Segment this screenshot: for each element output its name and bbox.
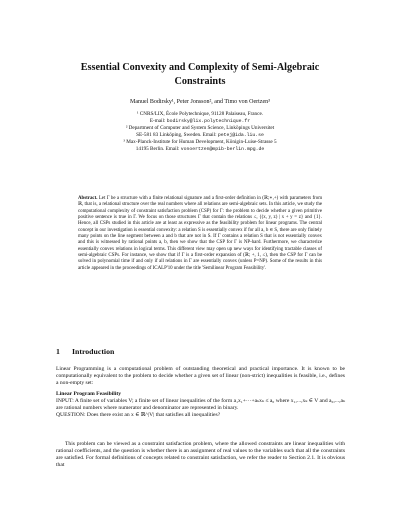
problem-question: QUESTION: Does there exist an x ∈ ℝ^|V| that satisfies all inequalities?	[56, 412, 221, 419]
affiliation-3-address: ³ Max-Planck-Institute for Human Development, Königin-Luise-Strasse 5	[123, 139, 277, 145]
affiliation-1-email-label: E-mail:	[149, 118, 166, 124]
affiliation-3	[60, 139, 340, 153]
problem-definition	[56, 391, 345, 419]
affiliation-list	[60, 111, 340, 153]
paper-title	[40, 61, 360, 88]
abstract	[78, 196, 322, 272]
author-list: Manuel Bodirsky¹, Peter Jonsson², and Timo von Oertzen³	[130, 99, 270, 105]
abstract-text: Let Γ be a structure with a finite relational signature and a first-order definition in (ℝ;∗,+) with parameters from ℝ, that is, a relational structure over the real numbers where all relations are semi-algebraic sets. In this article, we study the computational complexity of constraint satisfaction problem (CSP) for Γ: the problem to decide whether a given primitive positive sentence is true in Γ. We focus on those structures Γ that contain the relations ≤, {(x, y, z) | x + y = z} and {1}. Hence, all CSPs studied in this article are at least as expressive as the feasibility problem for linear programs. The central concept in our investigation is essential convexity: a relation S is essentially convex if for all a, b ∈ S, there are only finitely many points on the line segment between a and b that are not in S. If Γ contains a relation S that is not essentially convex and this is witnessed by rational points a, b, then we show that the CSP for Γ is NP-hard. Furthermore, we characterize essentially convex relations in logical terms. This different view may open up new ways for identifying tractable classes of semi-algebraic CSPs. For instance, we show that if Γ is a first-order expansion of (ℝ; +, 1, ≤), then the CSP for Γ can be solved in polynomial time if and only if all relations in Γ are essentially convex (unless P=NP). Some of the results in this article appeared in the proceedings of ICALP'10 under the title 'Semilinear Program Feasibility'.	[78, 196, 322, 271]
abstract-label: Abstract.	[78, 196, 98, 201]
section-title: Introduction	[72, 347, 115, 356]
affiliation-1-email: bodirsky@lix.polytechnique.fr	[166, 119, 251, 124]
section-heading	[56, 347, 356, 357]
affiliation-2-email-label: SE-581 83 Linköping, Sweden. Email:	[136, 132, 217, 138]
affiliation-2-email: petej@ida.liu.se	[217, 133, 264, 138]
problem-name: Linear Program Feasibility	[56, 391, 122, 397]
paper-title-line-2: Constraints	[174, 75, 226, 87]
paper-title-line-1: Essential Convexity and Complexity of Semi-Algebraic	[80, 62, 320, 73]
affiliation-3-email-label: 14195 Berlin. Email:	[135, 146, 180, 152]
problem-input: INPUT: A finite set of variables V; a finite set of linear inequalities of the form a₁x₁+···+aₖxₖ ≤ a₀ where x₁,...,xₖ ∈ V and a₀,...,aₖ are rational numbers where numerator and denominator are represented in binary.	[56, 398, 345, 412]
section-number: 1	[56, 347, 60, 356]
affiliation-2	[60, 125, 340, 139]
body-paragraph-2: This problem can be viewed as a constraint satisfaction problem, where the allowed constraints are linear inequalities with rational coefficients, and the question is whether there is an assignment of real values to the variables such that all the constraints are satisfied. For formal definitions of concepts related to constraint satisfaction, we refer the reader to Section 2.1. It is obvious that	[56, 441, 345, 469]
intro-paragraph: Linear Programming is a computational problem of outstanding theoretical and practical importance. It is known to be computationally equivalent to the problem to decide whether a given set of linear (non-strict) inequalities is feasible, i.e., defines a non-empty set:	[56, 366, 345, 387]
affiliation-2-address: ² Department of Computer and System Science, Linköpings Universitet	[125, 125, 275, 131]
affiliation-1	[60, 111, 340, 125]
affiliation-3-email: vonoertzen@mpib-berlin.mpg.de	[180, 147, 265, 152]
affiliation-1-address: ¹ CNRS/LIX, École Polytechnique, 91128 Palaiseau, France.	[136, 111, 264, 117]
